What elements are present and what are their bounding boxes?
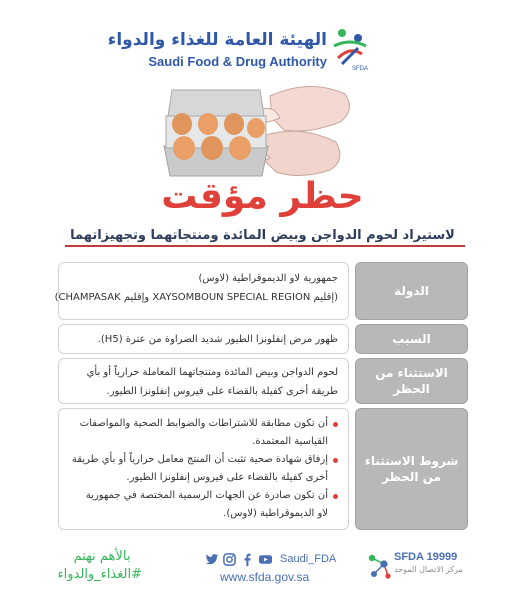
org-name-english: Saudi Food & Drug Authority: [148, 54, 327, 69]
hotline-caption: مركز الاتصال الموحد: [394, 565, 463, 574]
conditions-value: [58, 408, 349, 530]
exception-value: [58, 358, 349, 404]
condition-line: أن تكون مطابقة للاشتراطات والضوابط الصحية والمواصفات: [79, 418, 328, 429]
twitter-icon[interactable]: [204, 552, 219, 567]
chicken-leg-icon: [255, 86, 350, 131]
website-link[interactable]: www.sfda.gov.sa: [220, 570, 310, 584]
exception-line: لحوم الدواجن وبيض المائدة ومنتجاتهما المعاملة حرارياً أو بأي: [86, 367, 338, 378]
condition-item: [69, 415, 338, 451]
hotline-brand: SFDA 19999: [394, 551, 458, 563]
network-icon: [366, 550, 392, 580]
condition-line: إرفاق شهادة صحية تثبت أن المنتج معامل حرارياً أو بأي طريقة: [71, 454, 328, 465]
title-divider: [65, 245, 465, 247]
table-row-country: [54, 262, 468, 320]
org-name-arabic: الهيئة العامة للغذاء والدواء: [107, 30, 327, 50]
condition-item: [69, 487, 338, 523]
sfda-logo-icon: [328, 24, 372, 74]
country-label: الدولة: [355, 262, 468, 320]
page-subtitle: لاستيراد لحوم الدواجن وبيض المائدة ومنتجاتهما وتجهيزاتهما: [70, 228, 455, 243]
header: [0, 28, 525, 78]
slogan-line: بالأهم نهتم: [73, 549, 131, 564]
condition-item: [69, 451, 338, 487]
country-line: (إقليم XAYSOMBOUN SPECIAL REGION وإقليم CHAMPASAK): [54, 292, 338, 303]
table-row-exception: [58, 358, 468, 404]
conditions-label: شروط الاستثناء من الحظر: [355, 408, 468, 530]
slogan: [57, 548, 142, 584]
condition-line: أخرى كفيلة بالقضاء على فيروس إنفلونزا الطيور.: [126, 472, 328, 483]
condition-line: لاو الديموقراطية (لاوس).: [223, 508, 328, 519]
exception-label: الاستثناء من الحظر: [355, 358, 468, 404]
table-row-conditions: [58, 408, 468, 530]
social-handle[interactable]: Saudi_FDA: [280, 553, 337, 565]
exception-line: طريقة أخرى كفيلة بالقضاء على فيروس إنفلونزا الطيور.: [106, 386, 338, 397]
condition-line: أن تكون صادرة عن الجهات الرسمية المختصة في جمهورية: [85, 490, 328, 501]
youtube-icon[interactable]: [258, 552, 273, 567]
footer: [0, 540, 525, 600]
condition-line: القياسية المعتمدة.: [252, 436, 328, 447]
eggs-and-chicken-illustration: [160, 76, 360, 188]
slogan-hashtag: #الغذاء_والدواء: [57, 567, 142, 582]
reason-line: ظهور مرض إنفلونزا الطيور شديد الضراوة من عترة (H5).: [97, 334, 338, 345]
reason-label: السبب: [355, 324, 468, 354]
instagram-icon[interactable]: [222, 552, 237, 567]
table-row-reason: [58, 324, 468, 354]
social-links: [204, 550, 336, 568]
facebook-icon[interactable]: [240, 552, 255, 567]
egg-carton-icon: [164, 90, 268, 176]
hotline-block: [366, 548, 466, 588]
country-value: [54, 262, 349, 320]
page-title: حظر مؤقت: [161, 176, 364, 217]
ban-details-table: [54, 262, 468, 530]
country-line: جمهورية لاو الديموقراطية (لاوس): [198, 273, 338, 284]
logo-text: SFDA: [352, 66, 369, 72]
reason-value: [58, 324, 349, 354]
